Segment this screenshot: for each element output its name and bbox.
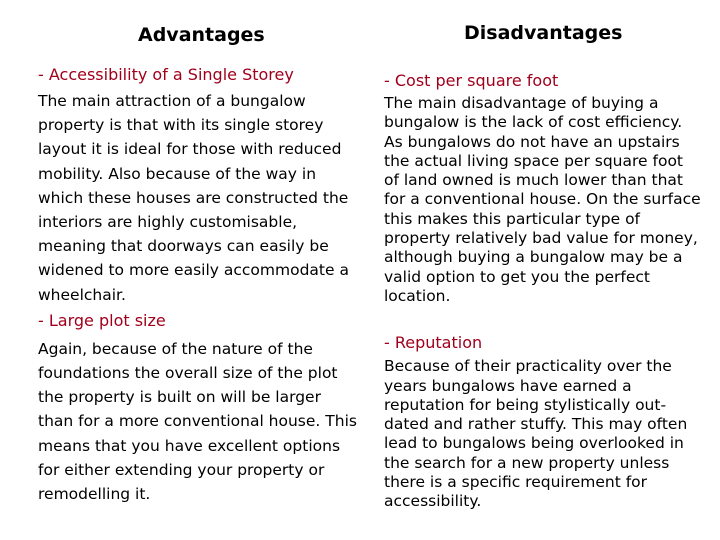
disadvantages-column bbox=[384, 20, 702, 512]
reputation-text: Because of their practicality over the years bungalows have earned a reputation for being stylistically out-dated and rather stuffy. This may often lead to bungalows being overlooked in the search for a new property unless there is a specific requirement for accessibility. bbox=[384, 357, 688, 511]
cost-subheading: - Cost per square foot bbox=[384, 71, 559, 90]
large-plot-text: Again, because of the nature of the foundations the overall size of the plot the property is built on will be larger than for a more conventional house. This means that you have excellent options for either extending your property or remodelling it. bbox=[38, 339, 357, 504]
advantages-column bbox=[38, 22, 360, 506]
accessibility-text: The main attraction of a bungalow property is that with its single storey layout it is ideal for those with reduced mobility. Also because of the way in which these houses are constructed the interiors are highly customisable, meaning that doorways can easily be widened to more easily accommodate a wheelchair. bbox=[38, 92, 349, 304]
large-plot-subheading: - Large plot size bbox=[38, 310, 166, 330]
reputation-subheading: - Reputation bbox=[384, 333, 483, 353]
accessibility-subheading: - Accessibility of a Single Storey bbox=[38, 65, 294, 84]
disadvantages-heading: Disadvantages bbox=[464, 22, 623, 44]
cost-text: The main disadvantage of buying a bungalow is the lack of cost efficiency. As bungalows do not have an upstairs the actual living space per square foot of land owned is much lower than that for a conventional house. On the surface this makes this particular type of property relatively bad value for money, although buying a bungalow may be a valid option to get you the perfect location. bbox=[384, 94, 701, 305]
advantages-heading: Advantages bbox=[138, 24, 265, 46]
